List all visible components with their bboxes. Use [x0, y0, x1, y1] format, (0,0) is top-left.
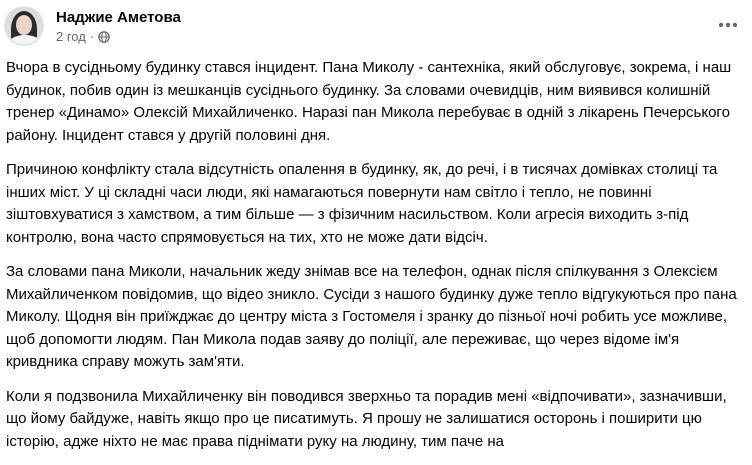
post-paragraph: Причиною конфлікту стала відсутність опалення в будинку, як, до речі, і в тисячах домівках столиці та інших міст. У ці складні часи люди, які намагаються повернути нам світло і тепло, не повинні зіштовхуватися з хамством, а тим більше — з фізичним насильством. Коли агресія виходить з-під контролю, вона часто спрямовується на тих, хто не може дати відсіч. — [6, 161, 718, 246]
post-timestamp[interactable]: 2 год — [56, 28, 86, 44]
globe-icon[interactable] — [98, 31, 110, 43]
author-name[interactable]: Наджие Аметова — [56, 8, 181, 26]
post-subline — [56, 29, 181, 45]
avatar-face — [16, 15, 32, 35]
post-meta — [56, 8, 181, 45]
separator-dot: · — [89, 28, 95, 44]
post-paragraph: Вчора в сусідньому будинку стався інцидент. Пана Миколу - сантехніка, який обслуговує, зокрема, і наш будинок, побив один із мешканців сусіднього будинку. За словами очевидців, ним виявився колишній тренер «Динамо» Олексій Михайличенко. Наразі пан Микола перебуває в одній з лікарень Печерського району. Інцидент стався у другій половині дня. — [6, 59, 732, 144]
more-horizontal-icon — [718, 15, 738, 33]
post-paragraph: За словами пана Миколи, начальник жеду знімав все на телефон, однак після спілкування з Олексієм Михайличенком повідомив, що відео зникло. Сусіди з нашого будинку дуже тепло відгукуються про пана Миколу. Щодня він приїжджає до центру міста з Гостомеля і зранку до пізньої ночі робить усе можливе, щоб допомогти людям. Пан Микола подав заяву до поліції, але переживає, що через відоме ім'я кривдника справу можуть зам'яти. — [6, 263, 737, 370]
author-avatar[interactable] — [4, 6, 44, 46]
avatar-shirt — [9, 35, 41, 46]
more-options-button[interactable] — [716, 12, 740, 36]
post-header — [4, 4, 181, 48]
post-body — [6, 57, 742, 465]
post-paragraph: Коли я подзвонила Михайличенку він поводився зверхньо та порадив мені «відпочивати», зазначивши, що йому байдуже, навіть якщо про це писатимуть. Я прошу не залишатися осторонь і поширити цю історію, адже ніхто не має права піднімати руку на людину, тим паче на — [6, 387, 727, 450]
